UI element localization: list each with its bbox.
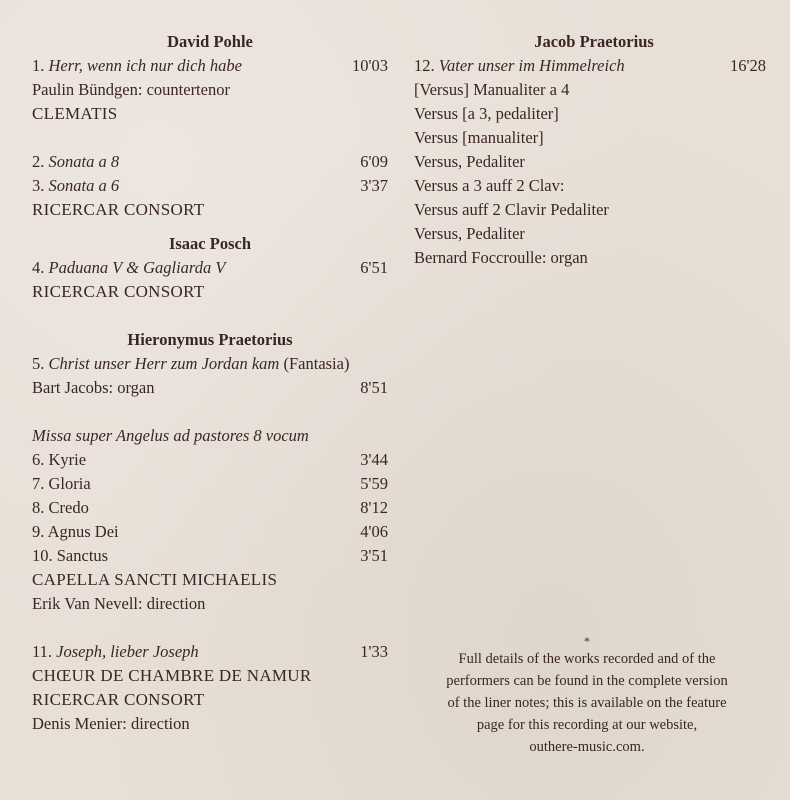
track-5 — [32, 352, 388, 376]
mass-movement — [32, 448, 388, 472]
mass-title — [32, 424, 388, 448]
track-number: 3. — [32, 176, 45, 195]
footnote-line: of the liner notes; this is available on the feature — [447, 695, 727, 711]
track-duration: 4'06 — [360, 522, 388, 541]
track-number: 11. — [32, 642, 53, 661]
track-3 — [32, 174, 388, 198]
performer: Bernard Foccroulle: organ — [414, 248, 588, 267]
track-title: Vater unser im Himmelreich — [438, 56, 625, 75]
track-12 — [414, 54, 774, 78]
footnote-line: outhere-music.com. — [529, 739, 645, 755]
left-column — [32, 30, 388, 736]
mass-movement — [32, 520, 388, 544]
track-title: Paduana V & Gagliarda V — [48, 258, 226, 277]
track-title: Joseph, lieber Joseph — [56, 642, 199, 661]
ensemble: CLEMATIS — [32, 104, 118, 123]
footnote-line: performers can be found in the complete version — [446, 673, 728, 689]
mass-title-text: Missa super Angelus ad pastores 8 vocum — [32, 426, 309, 445]
track-number: 4. — [32, 258, 45, 277]
track-duration: 3'51 — [360, 546, 388, 565]
composer-heading: Hieronymus Praetorius — [127, 330, 293, 349]
versus-item: Versus auff 2 Clavir Pedaliter — [414, 200, 609, 219]
versus-item: Versus a 3 auff 2 Clav: — [414, 176, 565, 195]
versus-item: Versus [manualiter] — [414, 128, 544, 147]
track-duration: 16'28 — [730, 56, 766, 75]
director: Erik Van Nevell: direction — [32, 594, 206, 613]
track-11 — [32, 640, 388, 664]
ensemble: RICERCAR CONSORT — [32, 282, 205, 301]
director: Denis Menier: direction — [32, 714, 190, 733]
track-title: Sonata a 6 — [48, 176, 120, 195]
ensemble: RICERCAR CONSORT — [32, 200, 205, 219]
mass-movement — [32, 544, 388, 568]
performer: Paulin Bündgen: countertenor — [32, 80, 230, 99]
track-subtitle: (Fantasia) — [283, 354, 350, 373]
movement-label: 9. Agnus Dei — [32, 522, 119, 541]
track-5-performer — [32, 376, 388, 400]
track-number: 12. — [414, 56, 435, 75]
versus-item: Versus, Pedaliter — [414, 152, 525, 171]
track-title: Sonata a 8 — [48, 152, 120, 171]
track-number: 5. — [32, 354, 45, 373]
right-column — [414, 30, 774, 270]
versus-item: [Versus] Manualiter a 4 — [414, 80, 570, 99]
footnote-line: page for this recording at our website, — [476, 717, 698, 733]
movement-label: 7. Gloria — [32, 474, 91, 493]
footnote — [414, 634, 760, 758]
mass-movement — [32, 496, 388, 520]
track-number: 2. — [32, 152, 45, 171]
track-duration: 3'44 — [360, 450, 388, 469]
versus-item: Versus, Pedaliter — [414, 224, 525, 243]
track-duration: 6'09 — [360, 152, 388, 171]
track-number: 1. — [32, 56, 45, 75]
track-title: Christ unser Herr zum Jordan kam — [48, 354, 280, 373]
mass-movement — [32, 472, 388, 496]
movement-label: 6. Kyrie — [32, 450, 87, 469]
movement-label: 10. Sanctus — [32, 546, 109, 565]
asterisk: * — [584, 634, 590, 648]
track-duration: 10'03 — [352, 56, 388, 75]
track-duration: 6'51 — [360, 258, 388, 277]
versus-item: Versus [a 3, pedaliter] — [414, 104, 559, 123]
track-duration: 5'59 — [360, 474, 388, 493]
composer-heading: Jacob Praetorius — [534, 32, 654, 51]
track-title: Herr, wenn ich nur dich habe — [48, 56, 242, 75]
performer: Bart Jacobs: organ — [32, 378, 155, 397]
track-duration: 3'37 — [360, 176, 388, 195]
ensemble: CAPELLA SANCTI MICHAELIS — [32, 570, 278, 589]
footnote-line: Full details of the works recorded and of the — [458, 651, 716, 667]
track-1 — [32, 54, 388, 78]
composer-heading: Isaac Posch — [168, 234, 252, 253]
movement-label: 8. Credo — [32, 498, 89, 517]
ensemble: RICERCAR CONSORT — [32, 690, 205, 709]
track-2 — [32, 150, 388, 174]
composer-heading: David Pohle — [167, 32, 253, 51]
track-duration: 8'12 — [360, 498, 388, 517]
track-duration: 1'33 — [360, 642, 388, 661]
track-duration: 8'51 — [360, 378, 388, 397]
ensemble: CHŒUR DE CHAMBRE DE NAMUR — [32, 666, 312, 685]
track-4 — [32, 256, 388, 280]
